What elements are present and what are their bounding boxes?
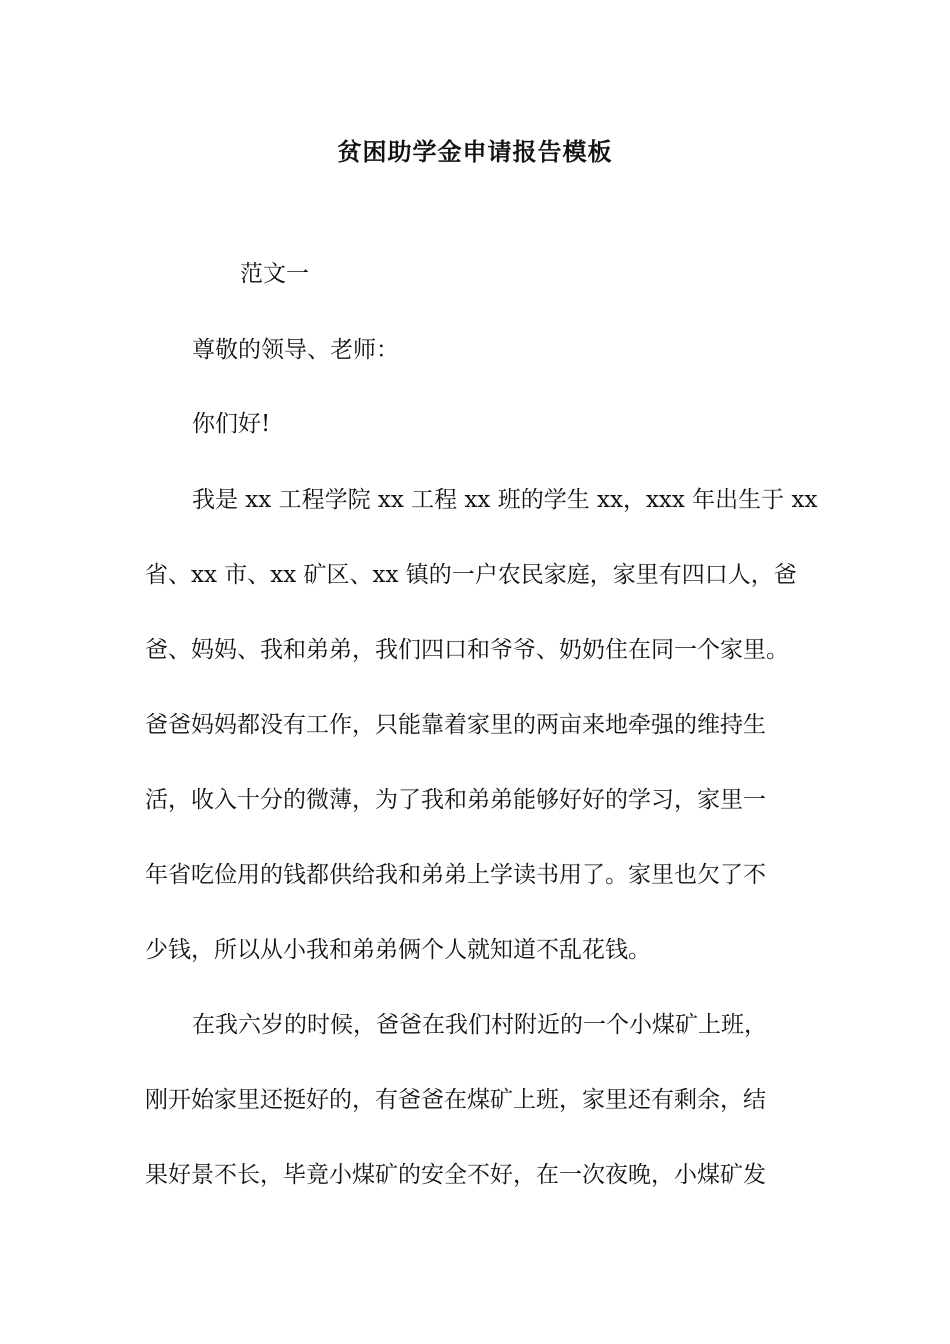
body-line: 在我六岁的时候，爸爸在我们村附近的一个小煤矿上班， [192, 1012, 767, 1038]
body-line: 刚开始家里还挺好的，有爸爸在煤矿上班，家里还有剩余，结 [145, 1087, 766, 1113]
section-label: 范文一 [240, 261, 309, 287]
body-line: 年省吃俭用的钱都供给我和弟弟上学读书用了。家里也欠了不 [145, 862, 766, 888]
body-line: 省、xx 市、xx 矿区、xx 镇的一户农民家庭，家里有四口人，爸 [145, 562, 797, 588]
body-line: 我是 xx 工程学院 xx 工程 xx 班的学生 xx，xxx 年出生于 xx [192, 487, 818, 513]
greeting: 你们好! [192, 411, 271, 437]
body-line: 活，收入十分的微薄，为了我和弟弟能够好好的学习，家里一 [145, 787, 766, 813]
body-line: 果好景不长，毕竟小煤矿的安全不好，在一次夜晚，小煤矿发 [145, 1162, 766, 1188]
body-line: 爸爸妈妈都没有工作，只能靠着家里的两亩来地牵强的维持生 [145, 712, 766, 738]
body-line: 少钱，所以从小我和弟弟俩个人就知道不乱花钱。 [145, 937, 651, 963]
salutation: 尊敬的领导、老师： [192, 337, 399, 363]
body-line: 爸、妈妈、我和弟弟，我们四口和爷爷、奶奶住在同一个家里。 [145, 637, 789, 663]
document-title: 贫困助学金申请报告模板 [337, 137, 613, 166]
